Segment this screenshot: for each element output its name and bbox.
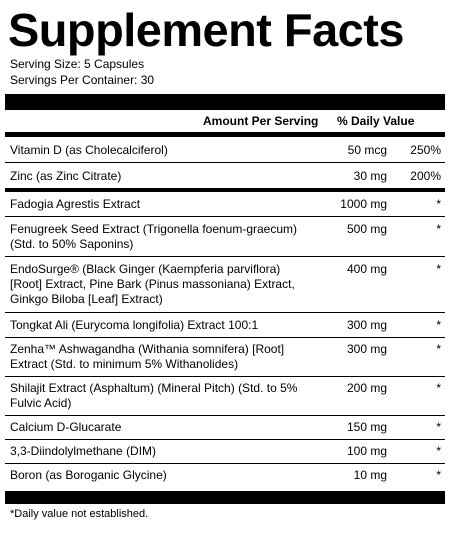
nutrient-row	[5, 464, 445, 488]
nutrient-name: Zenha™ Ashwagandha (Withania somnifera) [Root] Extract (Std. to minimum 5% Withanolides)	[10, 342, 285, 371]
nutrient-name: Fenugreek Seed Extract (Trigonella foenum-graecum) (Std. to 50% Saponins)	[10, 222, 298, 251]
header-amount: Amount Per Serving	[203, 114, 319, 128]
nutrient-amount: 300 mg	[346, 342, 387, 356]
nutrient-row	[5, 313, 445, 338]
nutrient-daily-value: 200%	[410, 169, 441, 183]
bottom-divider-bar	[5, 491, 445, 504]
nutrient-daily-value: 250%	[410, 143, 441, 157]
nutrient-name: EndoSurge® (Black Ginger (Kaempferia parviflora) [Root] Extract, Pine Bark (Pinus massoniana) Extract, Ginkgo Biloba [Leaf] Extract)	[10, 262, 295, 306]
nutrient-row	[5, 163, 445, 192]
nutrient-row	[5, 137, 445, 163]
nutrient-name: Calcium D-Glucarate	[10, 420, 122, 434]
nutrient-row	[5, 338, 445, 377]
nutrient-name: 3,3-Diindolylmethane (DIM)	[10, 444, 157, 458]
serving-size: Serving Size: 5 Capsules	[10, 57, 145, 71]
footnote: *Daily value not established.	[10, 508, 149, 520]
nutrient-amount: 300 mg	[346, 318, 387, 332]
nutrient-row	[5, 192, 445, 217]
supplement-facts-panel	[5, 4, 445, 526]
nutrient-name: Shilajit Extract (Asphaltum) (Mineral Pitch) (Std. to 5% Fulvic Acid)	[10, 381, 298, 410]
nutrient-daily-value: *	[436, 381, 441, 395]
nutrient-amount: 50 mcg	[347, 143, 387, 157]
nutrient-name: Zinc (as Zinc Citrate)	[10, 169, 122, 183]
nutrient-amount: 500 mg	[346, 222, 387, 236]
nutrient-row	[5, 217, 445, 257]
nutrient-daily-value: *	[436, 468, 441, 482]
label-title: Supplement Facts	[8, 4, 404, 56]
nutrient-name: Boron (as Boroganic Glycine)	[10, 468, 167, 482]
nutrient-amount: 200 mg	[346, 381, 387, 395]
nutrient-daily-value: *	[436, 444, 441, 458]
nutrient-amount: 400 mg	[346, 262, 387, 276]
nutrient-daily-value: *	[436, 197, 441, 211]
nutrient-daily-value: *	[436, 262, 441, 276]
nutrient-list	[5, 137, 445, 488]
servings-per-container: Servings Per Container: 30	[10, 73, 155, 87]
header-daily-value: % Daily Value	[337, 114, 415, 128]
top-divider-bar	[5, 94, 445, 110]
nutrient-amount: 100 mg	[346, 444, 387, 458]
nutrient-row	[5, 377, 445, 416]
nutrient-amount: 1000 mg	[340, 197, 387, 211]
nutrient-daily-value: *	[436, 318, 441, 332]
nutrient-amount: 150 mg	[346, 420, 387, 434]
nutrient-amount: 30 mg	[353, 169, 387, 183]
nutrient-name: Fadogia Agrestis Extract	[10, 197, 141, 211]
nutrient-row	[5, 257, 445, 313]
column-header	[5, 110, 445, 137]
nutrient-name: Tongkat Ali (Eurycoma longifolia) Extract 100:1	[10, 318, 259, 332]
nutrient-amount: 10 mg	[353, 468, 387, 482]
nutrient-daily-value: *	[436, 222, 441, 236]
nutrient-daily-value: *	[436, 342, 441, 356]
nutrient-daily-value: *	[436, 420, 441, 434]
nutrient-row	[5, 416, 445, 440]
nutrient-row	[5, 440, 445, 464]
nutrient-name: Vitamin D (as Cholecalciferol)	[10, 143, 168, 157]
